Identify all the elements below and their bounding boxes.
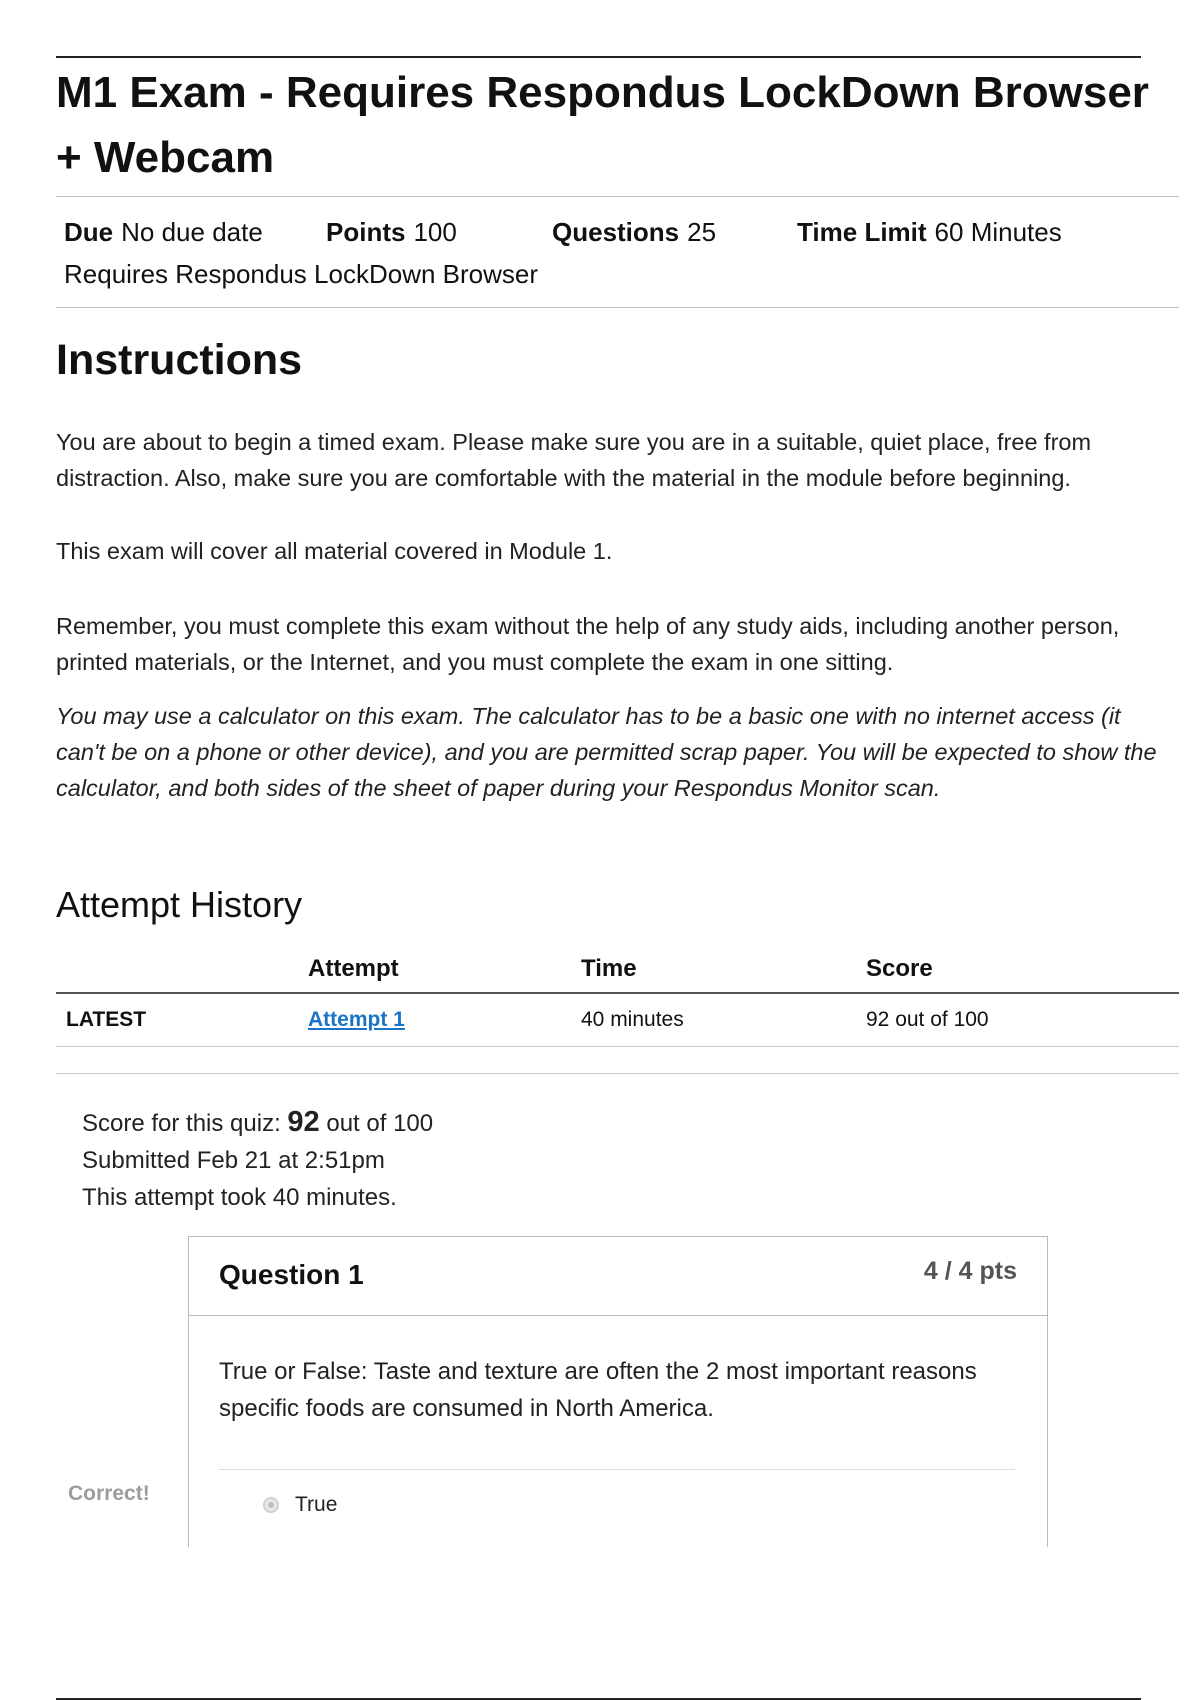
question-text: True or False: Taste and texture are often the 2 most important reasons specific foods are consumed in North America.: [219, 1358, 977, 1422]
page-title: M1 Exam - Requires Respondus LockDown Browser + Webcam: [56, 68, 1149, 182]
points-label: Points: [326, 217, 406, 247]
submitted-time: Submitted Feb 21 at 2:51pm: [82, 1147, 385, 1174]
time-limit-value: 60 Minutes: [934, 217, 1062, 247]
attempt-history-heading: Attempt History: [56, 884, 303, 925]
calculator-note: You may use a calculator on this exam. The calculator has to be a basic one with no internet access (it can't be on a phone or other device), and you are permitted scrap paper. You will be expected to show the calculator, and both sides of the sheet of paper during your Respondus Monitor scan.: [56, 703, 1157, 801]
score-line: [82, 1104, 433, 1142]
attempt-time: 40 minutes: [571, 993, 856, 1047]
instructions-heading: Instructions: [56, 336, 303, 384]
questions-value: 25: [687, 217, 717, 247]
question-points: 4 / 4 pts: [923, 1257, 1017, 1285]
exam-details: [56, 196, 1179, 308]
question-title: Question 1: [219, 1259, 364, 1290]
score-prefix: Score for this quiz:: [82, 1110, 281, 1137]
answer-option: [263, 1493, 337, 1517]
time-limit-item: [797, 217, 1062, 248]
question-divider: [219, 1469, 1015, 1470]
column-header-score: Score: [866, 955, 933, 982]
column-header-status: [56, 946, 298, 993]
lockdown-requirement: Requires Respondus LockDown Browser: [64, 259, 539, 289]
attempt-status: LATEST: [56, 993, 298, 1047]
table-header-row: [56, 946, 1179, 993]
due-item: [64, 217, 263, 248]
attempt-score: 92 out of 100: [856, 993, 1179, 1047]
score-value: 92: [287, 1106, 320, 1138]
instructions-paragraph: You are about to begin a timed exam. Please make sure you are in a suitable, quiet place, free from distraction. Also, make sure you are comfortable with the material in the module before beginning.: [56, 429, 1092, 491]
questions-item: [552, 217, 716, 248]
points-item: [326, 217, 457, 248]
due-label: Due: [64, 217, 114, 247]
radio-button: [263, 1497, 279, 1513]
top-divider: [56, 56, 1141, 58]
column-header-attempt: Attempt: [308, 955, 399, 982]
instructions-paragraph: This exam will cover all material covered in Module 1.: [56, 538, 613, 564]
table-row: [56, 993, 1179, 1047]
attempt-history-table: [56, 946, 1179, 1047]
attempt-1-link[interactable]: Attempt 1: [308, 1008, 405, 1031]
answer-label: True: [295, 1493, 338, 1516]
quiz-score-summary: [82, 1104, 433, 1216]
section-divider: [56, 1073, 1179, 1074]
question-header: [189, 1237, 1047, 1316]
instructions-paragraph: Remember, you must complete this exam without the help of any study aids, including another person, printed materials, or the Internet, and you must complete the exam in one sitting.: [56, 613, 1120, 675]
attempt-duration: This attempt took 40 minutes.: [82, 1184, 397, 1211]
column-header-time: Time: [581, 955, 637, 982]
due-value: No due date: [121, 217, 263, 247]
questions-label: Questions: [552, 217, 680, 247]
score-suffix: out of 100: [326, 1110, 434, 1137]
question-card: [188, 1236, 1048, 1547]
points-value: 100: [413, 217, 457, 247]
time-limit-label: Time Limit: [797, 217, 927, 247]
attempt-cell: [298, 993, 571, 1047]
correct-answer-tag: Correct!: [68, 1482, 150, 1505]
